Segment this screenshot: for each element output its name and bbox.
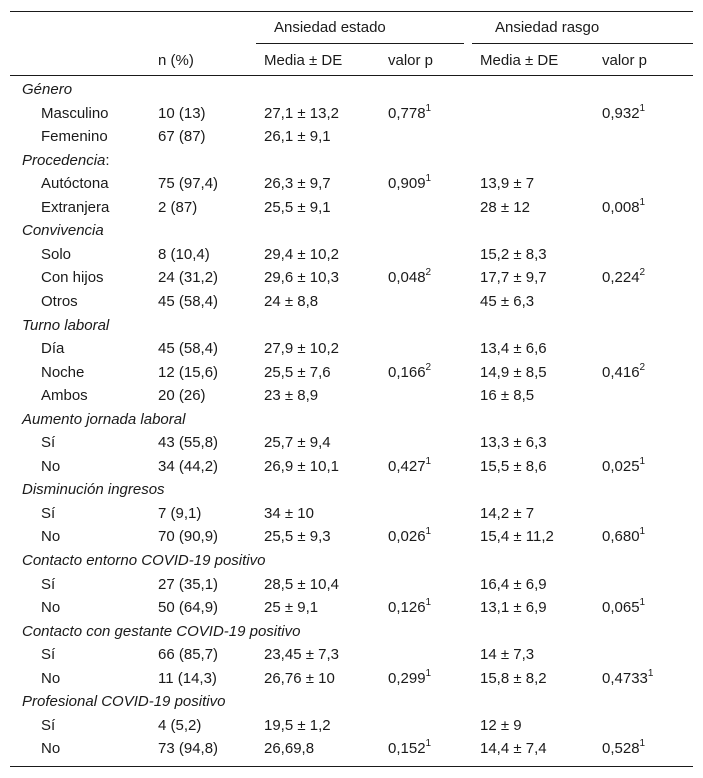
cell-media-estado: 29,6 ± 10,3 xyxy=(264,269,339,286)
cell-p-rasgo-footnote-mark: 1 xyxy=(639,597,646,608)
row-label: Autóctona xyxy=(41,175,109,192)
cell-n-percent: 11 (14,3) xyxy=(158,670,217,687)
cell-p-rasgo xyxy=(602,199,645,217)
cell-media-estado: 25 ± 9,1 xyxy=(264,599,319,616)
cell-p-rasgo xyxy=(602,528,645,546)
cell-p-estado-footnote-mark: 1 xyxy=(425,456,432,467)
cell-n-percent: 2 (87) xyxy=(158,199,198,216)
cell-p-rasgo xyxy=(602,740,645,758)
category-name: Disminución ingresos xyxy=(22,481,165,498)
row-label: Ambos xyxy=(41,387,88,404)
cell-media-estado: 25,5 ± 9,1 xyxy=(264,199,331,216)
cell-p-estado xyxy=(388,364,431,382)
cell-n-percent: 34 (44,2) xyxy=(158,458,219,475)
row-label: Femenino xyxy=(41,128,108,145)
cell-media-rasgo: 13,1 ± 6,9 xyxy=(480,599,547,616)
category-label xyxy=(22,81,72,99)
cell-media-estado: 34 ± 10 xyxy=(264,505,314,522)
row-label: Sí xyxy=(41,505,56,522)
cell-media-estado: 29,4 ± 10,2 xyxy=(264,246,339,263)
cell-p-rasgo-value: 0,528 xyxy=(602,740,640,757)
cell-n-percent: 10 (13) xyxy=(158,105,206,122)
cell-p-estado xyxy=(388,458,431,476)
cell-media-rasgo: 15,8 ± 8,2 xyxy=(480,670,547,687)
row-label: Sí xyxy=(41,576,56,593)
cell-p-rasgo-footnote-mark: 1 xyxy=(647,668,654,679)
cell-p-rasgo-value: 0,025 xyxy=(602,458,640,475)
cell-p-rasgo-value: 0,416 xyxy=(602,364,640,381)
cell-n-percent: 4 (5,2) xyxy=(158,717,202,734)
cell-p-estado-footnote-mark: 2 xyxy=(425,362,432,373)
cell-media-rasgo: 12 ± 9 xyxy=(480,717,522,734)
header-group-ansiedad-estado: Ansiedad estado xyxy=(274,19,386,36)
cell-media-estado: 26,69,8 xyxy=(264,740,315,757)
cell-media-rasgo: 16,4 ± 6,9 xyxy=(480,576,547,593)
category-name: Convivencia xyxy=(22,222,104,239)
row-label: Día xyxy=(41,340,65,357)
header-p-rasgo: valor p xyxy=(602,52,648,69)
cell-p-estado xyxy=(388,599,431,617)
cell-p-rasgo xyxy=(602,458,645,476)
cell-media-rasgo: 15,2 ± 8,3 xyxy=(480,246,547,263)
cell-p-rasgo-footnote-mark: 1 xyxy=(639,197,646,208)
cell-n-percent: 8 (10,4) xyxy=(158,246,210,263)
cell-p-rasgo-value: 0,4733 xyxy=(602,670,648,687)
category-label xyxy=(22,552,265,570)
cell-p-estado xyxy=(388,740,431,758)
cell-p-estado-value: 0,026 xyxy=(388,528,426,545)
cell-media-estado: 27,9 ± 10,2 xyxy=(264,340,339,357)
cell-p-estado-footnote-mark: 1 xyxy=(425,738,432,749)
cell-media-estado: 19,5 ± 1,2 xyxy=(264,717,331,734)
cell-p-estado-value: 0,909 xyxy=(388,175,426,192)
cell-media-rasgo: 17,7 ± 9,7 xyxy=(480,269,547,286)
cell-n-percent: 45 (58,4) xyxy=(158,293,219,310)
row-label: No xyxy=(41,458,61,475)
cell-n-percent: 67 (87) xyxy=(158,128,206,145)
cell-p-rasgo-footnote-mark: 1 xyxy=(639,526,646,537)
cell-media-estado: 26,1 ± 9,1 xyxy=(264,128,331,145)
cell-p-estado-footnote-mark: 1 xyxy=(425,597,432,608)
cell-n-percent: 12 (15,6) xyxy=(158,364,219,381)
category-label xyxy=(22,152,110,170)
cell-n-percent: 50 (64,9) xyxy=(158,599,219,616)
cell-p-rasgo-footnote-mark: 2 xyxy=(639,362,646,373)
header-p-estado: valor p xyxy=(388,52,434,69)
cell-n-percent: 20 (26) xyxy=(158,387,206,404)
cell-p-estado-footnote-mark: 1 xyxy=(425,668,432,679)
cell-p-estado-footnote-mark: 1 xyxy=(425,103,432,114)
row-label: Sí xyxy=(41,717,56,734)
row-label: No xyxy=(41,528,61,545)
cell-p-rasgo-value: 0,224 xyxy=(602,269,640,286)
cell-p-estado-value: 0,126 xyxy=(388,599,426,616)
header-group-rule-rasgo xyxy=(472,43,693,44)
cell-p-estado-value: 0,152 xyxy=(388,740,426,757)
row-label: No xyxy=(41,670,61,687)
cell-p-rasgo xyxy=(602,105,645,123)
cell-n-percent: 7 (9,1) xyxy=(158,505,202,522)
header-n-percent: n (%) xyxy=(158,52,194,69)
cell-p-estado xyxy=(388,269,431,287)
cell-p-rasgo-value: 0,008 xyxy=(602,199,640,216)
cell-p-estado-value: 0,299 xyxy=(388,670,426,687)
table-top-rule xyxy=(10,11,693,12)
row-label: Extranjera xyxy=(41,199,110,216)
row-label: Otros xyxy=(41,293,78,310)
cell-p-rasgo-footnote-mark: 1 xyxy=(639,103,646,114)
cell-media-rasgo: 15,5 ± 8,6 xyxy=(480,458,547,475)
cell-media-rasgo: 13,4 ± 6,6 xyxy=(480,340,547,357)
row-label: Con hijos xyxy=(41,269,104,286)
cell-n-percent: 27 (35,1) xyxy=(158,576,219,593)
header-bottom-rule xyxy=(10,75,693,76)
cell-n-percent: 66 (85,7) xyxy=(158,646,219,663)
category-name: Turno laboral xyxy=(22,317,110,334)
cell-media-estado: 25,7 ± 9,4 xyxy=(264,434,331,451)
cell-media-estado: 28,5 ± 10,4 xyxy=(264,576,339,593)
cell-p-estado xyxy=(388,175,431,193)
cell-p-rasgo xyxy=(602,269,645,287)
row-label: No xyxy=(41,599,61,616)
cell-media-estado: 26,3 ± 9,7 xyxy=(264,175,331,192)
cell-media-estado: 27,1 ± 13,2 xyxy=(264,105,339,122)
cell-media-rasgo: 45 ± 6,3 xyxy=(480,293,535,310)
category-label xyxy=(22,481,165,499)
cell-media-rasgo: 14,2 ± 7 xyxy=(480,505,535,522)
category-name: Género xyxy=(22,81,73,98)
cell-media-rasgo: 15,4 ± 11,2 xyxy=(480,528,554,545)
row-label: No xyxy=(41,740,61,757)
header-group-rule-estado xyxy=(256,43,464,44)
cell-p-rasgo xyxy=(602,670,653,688)
category-suffix: : xyxy=(105,152,110,169)
category-label xyxy=(22,222,104,240)
cell-p-estado xyxy=(388,670,431,688)
cell-n-percent: 75 (97,4) xyxy=(158,175,219,192)
cell-media-rasgo: 14,9 ± 8,5 xyxy=(480,364,547,381)
cell-p-estado-value: 0,166 xyxy=(388,364,426,381)
cell-p-estado-footnote-mark: 1 xyxy=(425,173,432,184)
cell-media-rasgo: 13,9 ± 7 xyxy=(480,175,535,192)
cell-media-estado: 26,76 ± 10 xyxy=(264,670,335,687)
category-name: Profesional COVID-19 positivo xyxy=(22,693,226,710)
category-name: Contacto entorno COVID-19 positivo xyxy=(22,552,266,569)
row-label: Sí xyxy=(41,434,56,451)
cell-n-percent: 70 (90,9) xyxy=(158,528,219,545)
cell-p-estado xyxy=(388,528,431,546)
cell-p-rasgo-value: 0,932 xyxy=(602,105,640,122)
cell-n-percent: 24 (31,2) xyxy=(158,269,219,286)
row-label: Solo xyxy=(41,246,72,263)
cell-media-estado: 24 ± 8,8 xyxy=(264,293,319,310)
cell-media-estado: 26,9 ± 10,1 xyxy=(264,458,339,475)
cell-p-estado-value: 0,048 xyxy=(388,269,426,286)
category-name: Aumento jornada laboral xyxy=(22,411,186,428)
header-group-ansiedad-rasgo: Ansiedad rasgo xyxy=(495,19,600,36)
cell-media-rasgo: 28 ± 12 xyxy=(480,199,530,216)
category-label xyxy=(22,623,300,641)
row-label: Noche xyxy=(41,364,85,381)
row-label: Masculino xyxy=(41,105,109,122)
cell-media-estado: 23 ± 8,9 xyxy=(264,387,319,404)
header-media-estado: Media ± DE xyxy=(264,52,343,69)
cell-p-estado-value: 0,427 xyxy=(388,458,426,475)
row-label: Sí xyxy=(41,646,56,663)
category-name: Contacto con gestante COVID-19 positivo xyxy=(22,623,301,640)
header-media-rasgo: Media ± DE xyxy=(480,52,559,69)
cell-media-estado: 25,5 ± 9,3 xyxy=(264,528,331,545)
cell-p-rasgo xyxy=(602,364,645,382)
cell-p-rasgo-footnote-mark: 1 xyxy=(639,456,646,467)
category-label xyxy=(22,317,109,335)
cell-media-rasgo: 13,3 ± 6,3 xyxy=(480,434,547,451)
cell-p-rasgo xyxy=(602,599,645,617)
cell-media-estado: 23,45 ± 7,3 xyxy=(264,646,339,663)
category-label xyxy=(22,693,225,711)
cell-p-rasgo-value: 0,065 xyxy=(602,599,640,616)
cell-p-rasgo-footnote-mark: 1 xyxy=(639,738,646,749)
cell-n-percent: 73 (94,8) xyxy=(158,740,219,757)
cell-media-estado: 25,5 ± 7,6 xyxy=(264,364,331,381)
cell-media-rasgo: 14 ± 7,3 xyxy=(480,646,535,663)
cell-media-rasgo: 14,4 ± 7,4 xyxy=(480,740,547,757)
category-label xyxy=(22,411,185,429)
cell-p-estado xyxy=(388,105,431,123)
cell-p-rasgo-value: 0,680 xyxy=(602,528,640,545)
cell-p-estado-footnote-mark: 1 xyxy=(425,526,432,537)
cell-p-estado-footnote-mark: 2 xyxy=(425,267,432,278)
cell-n-percent: 43 (55,8) xyxy=(158,434,219,451)
cell-n-percent: 45 (58,4) xyxy=(158,340,219,357)
table-bottom-rule xyxy=(10,766,693,767)
cell-p-estado-value: 0,778 xyxy=(388,105,426,122)
cell-p-rasgo-footnote-mark: 2 xyxy=(639,267,646,278)
cell-media-rasgo: 16 ± 8,5 xyxy=(480,387,535,404)
category-name: Procedencia xyxy=(22,152,106,169)
